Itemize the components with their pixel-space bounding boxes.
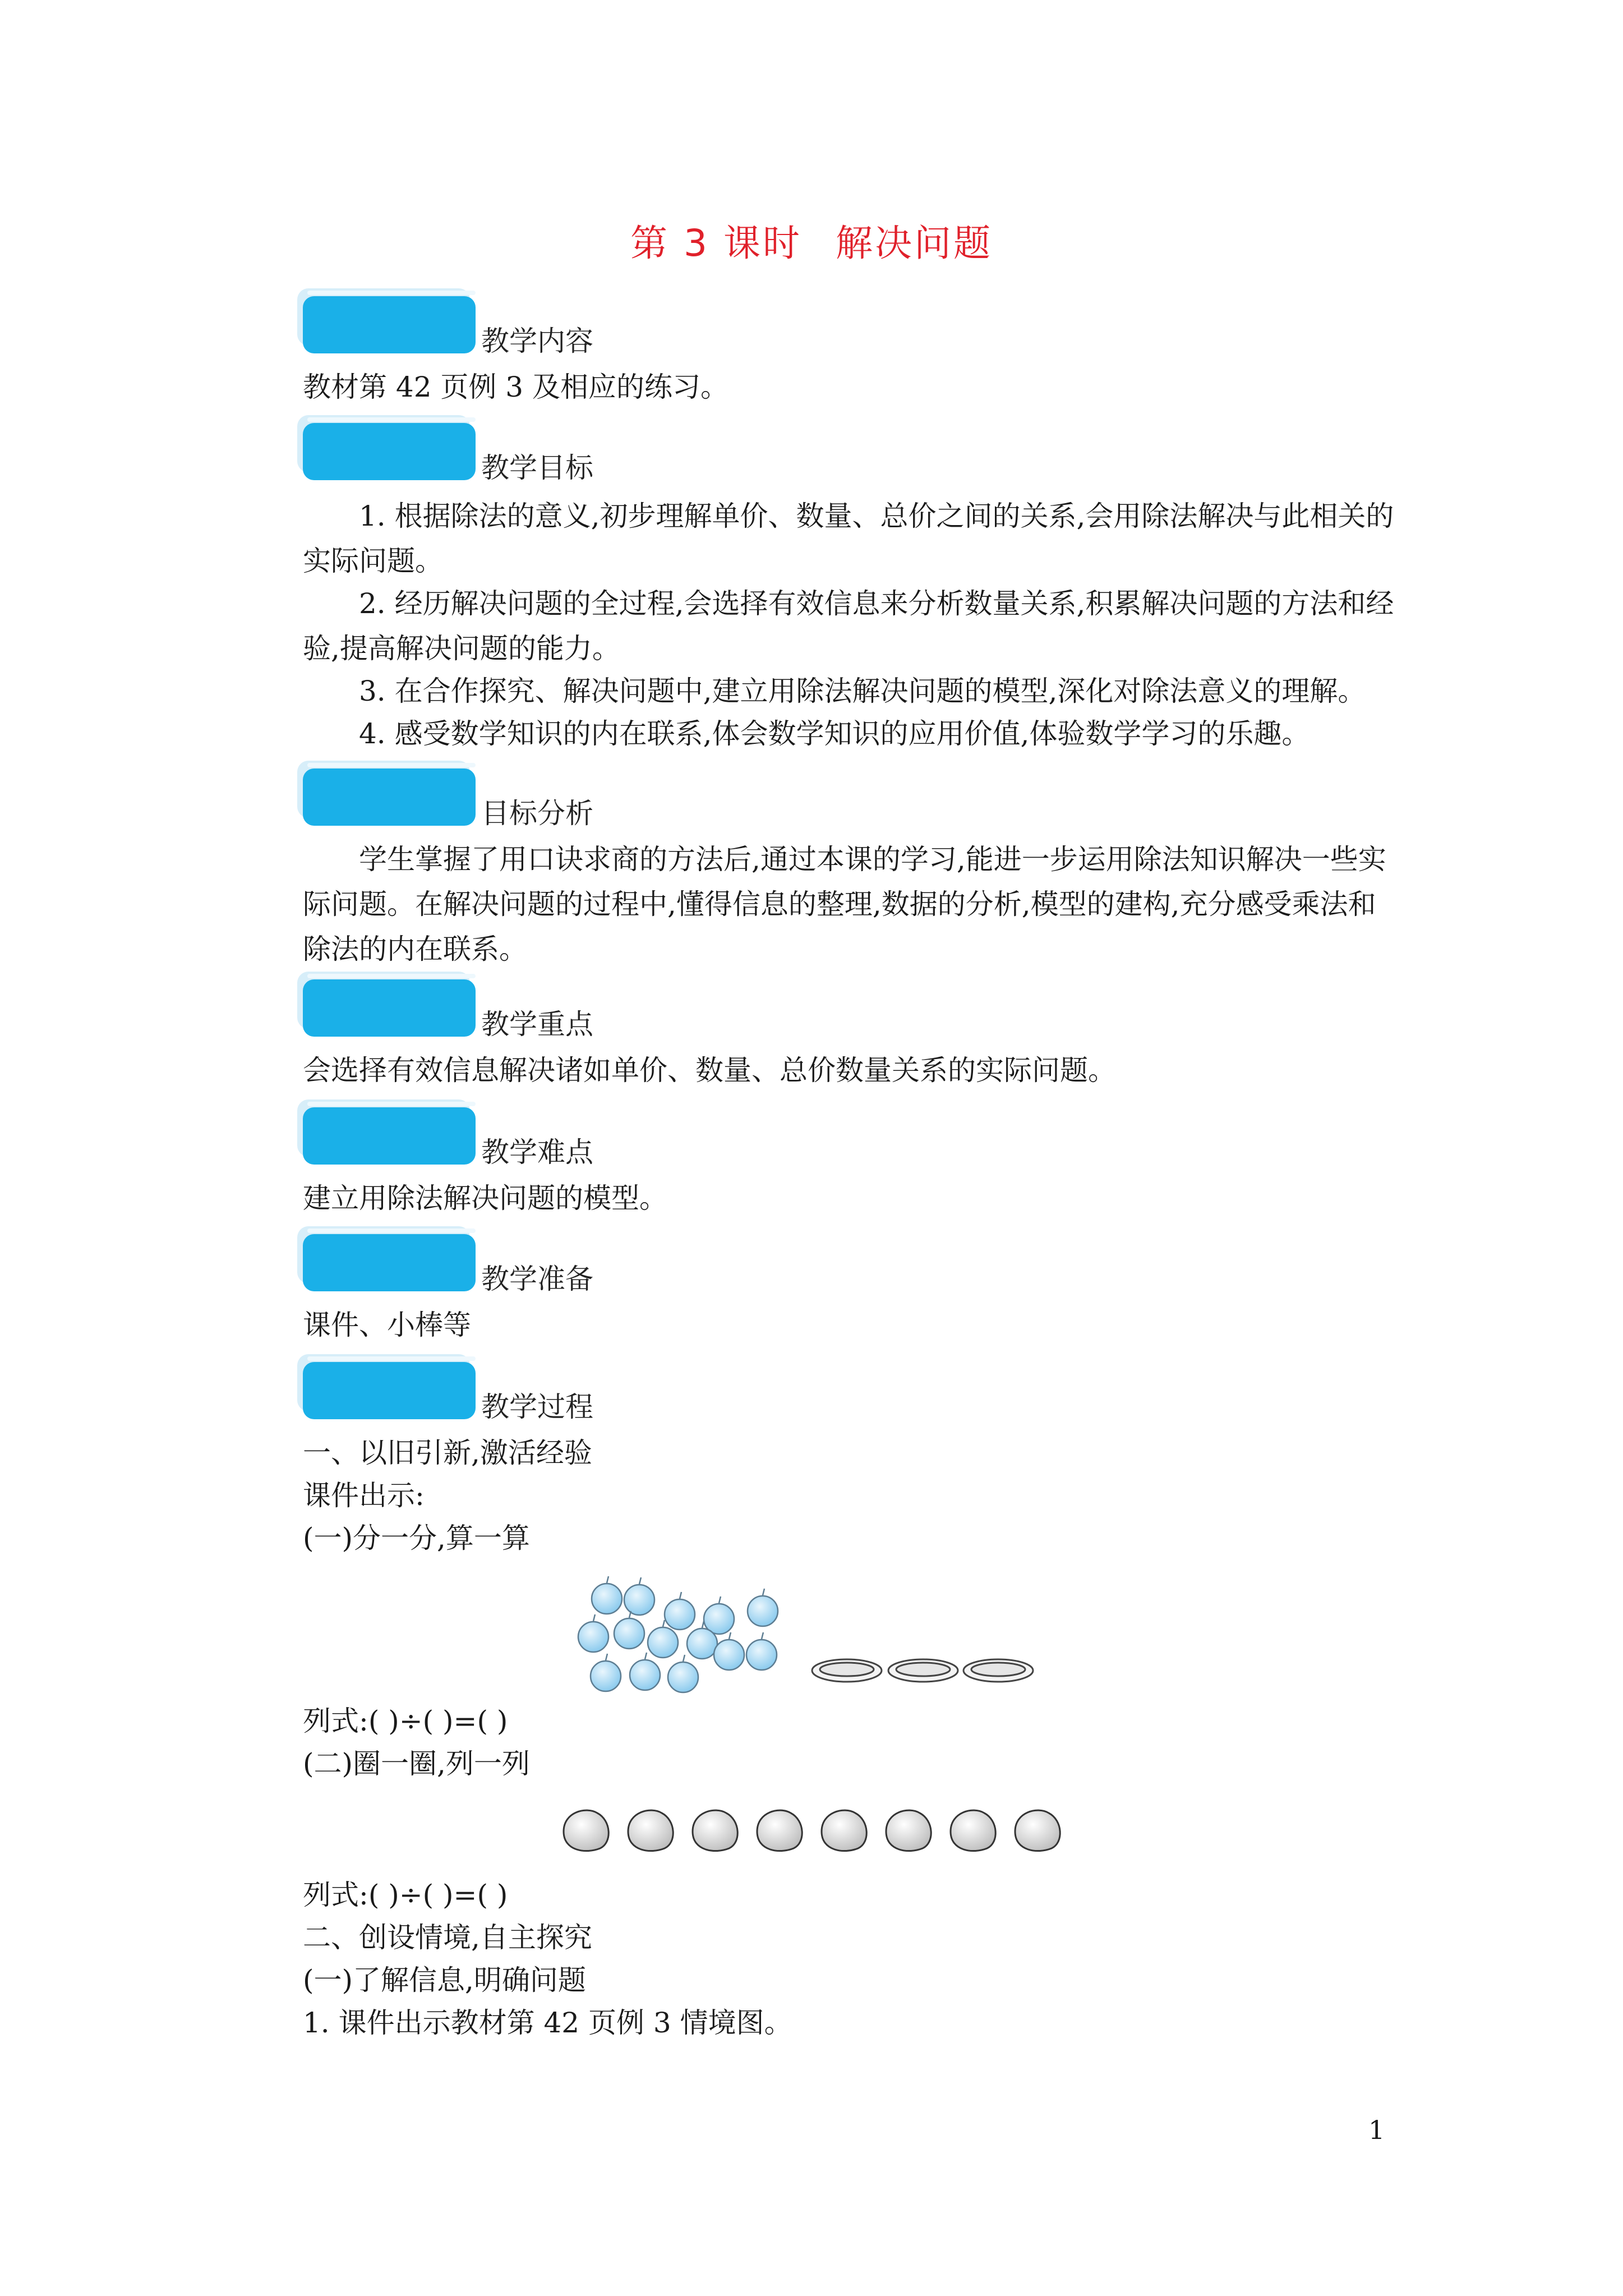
apple-icon [704,1596,734,1634]
section-header-analysis [303,769,808,835]
stone-icon [1015,1810,1060,1851]
process-subheading: (二)圈一圈,列一列 [303,1747,530,1780]
division-formula-2: 列式:( )÷( )=( ) [303,1879,508,1911]
stone-icon [822,1810,866,1851]
plate-icon [888,1659,958,1682]
header-pill [303,1362,476,1419]
process-subheading: (一)分一分,算一算 [303,1522,530,1554]
process-step-heading: 一、以旧引新,激活经验 [303,1437,592,1469]
section-heading: 教学内容 [481,325,593,357]
goal-item-4: 4. 感受数学知识的内在联系,体会数学知识的应用价值,体验数学学习的乐趣。 [359,717,1310,750]
apples-and-plates-illustration [561,1571,1077,1700]
prep-text: 课件、小棒等 [303,1309,471,1341]
apple-icon [591,1654,621,1691]
section-heading: 教学重点 [481,1008,593,1041]
apple-icon [665,1592,695,1630]
content-text: 教材第 42 页例 3 及相应的练习。 [303,371,729,403]
title-lesson: 第 3 课时 [630,222,802,265]
header-pill [303,423,476,480]
difficulty-text: 建立用除法解决问题的模型。 [303,1182,667,1214]
apple-icon [748,1589,778,1626]
section-header-content [303,296,808,362]
division-formula-1: 列式:( )÷( )=( ) [303,1705,508,1737]
section-heading: 教学过程 [481,1391,593,1423]
apple-icon [630,1653,660,1690]
section-heading: 目标分析 [481,797,593,830]
stone-icon [564,1810,608,1851]
section-heading: 教学目标 [481,452,593,484]
plate-icon [963,1659,1033,1682]
process-line: 课件出示: [303,1479,425,1512]
goal-item-2: 2. 经历解决问题的全过程,会选择有效信息来分析数量关系,积累解决问题的方法和经验,提高解决问题的能力。 [303,587,1394,665]
section-header-key [303,979,808,1046]
key-text: 会选择有效信息解决诸如单价、数量、总价数量关系的实际问题。 [303,1054,1116,1087]
stones-illustration [561,1801,1082,1857]
goal-item-1: 1. 根据除法的意义,初步理解单价、数量、总价之间的关系,会用除法解决与此相关的实际问题。 [303,500,1394,577]
stone-icon [951,1810,995,1851]
apple-icon [714,1632,744,1670]
header-pill [303,296,476,353]
analysis-text: 学生掌握了用口诀求商的方法后,通过本课的学习,能进一步运用除法知识解决一些实际问题。在解决问题的过程中,懂得信息的整理,数据的分析,模型的建构,充分感受乘法和除法的内在联系。 [303,843,1386,965]
section-header-prep [303,1234,808,1300]
header-pill [303,1234,476,1291]
section-header-goals [303,423,808,489]
apple-icon [578,1614,608,1652]
stone-icon [693,1810,737,1851]
apple-icon [592,1576,622,1614]
section-heading: 教学难点 [481,1136,593,1168]
process-line: 1. 课件出示教材第 42 页例 3 情境图。 [303,2007,792,2039]
process-subheading: (一)了解信息,明确问题 [303,1964,586,1996]
header-pill [303,769,476,826]
stone-icon [757,1810,802,1851]
plate-icon [812,1659,882,1682]
header-pill [303,979,476,1037]
header-pill [303,1107,476,1165]
stone-icon [628,1810,673,1851]
stone-icon [886,1810,931,1851]
section-heading: 教学准备 [481,1263,593,1295]
section-header-difficulty [303,1107,808,1174]
apple-icon [746,1632,777,1670]
apple-icon [668,1655,698,1692]
page-number: 1 [1368,2115,1385,2145]
apple-icon [614,1611,644,1649]
section-header-process [303,1362,808,1428]
page-title [0,213,1623,266]
goal-item-3: 3. 在合作探究、解决问题中,建立用除法解决问题的模型,深化对除法意义的理解。 [359,675,1366,707]
apple-icon [624,1577,654,1615]
process-step-heading: 二、创设情境,自主探究 [303,1921,592,1954]
title-topic: 解决问题 [835,222,993,265]
